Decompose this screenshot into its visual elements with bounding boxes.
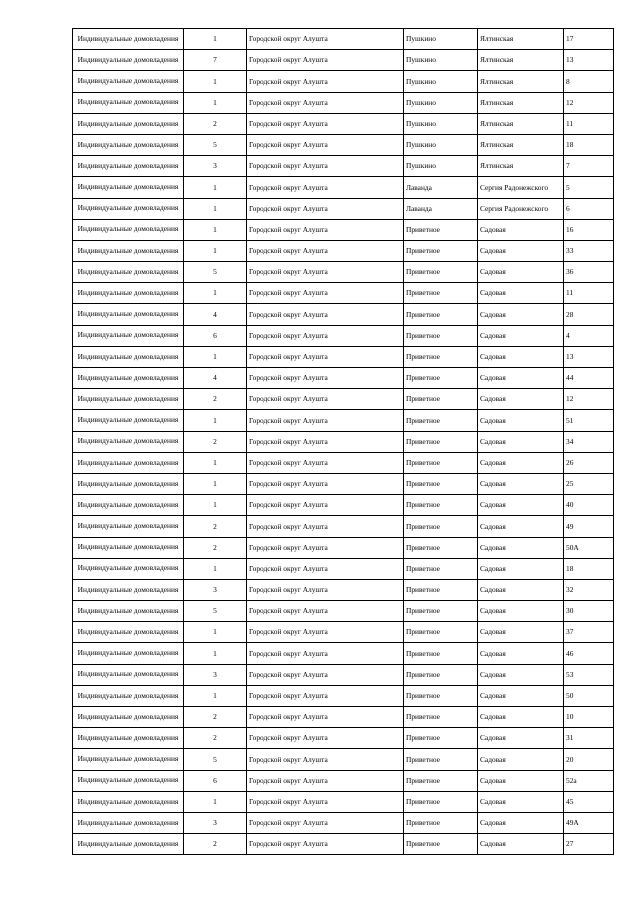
cell-district: Городской округ Алушта bbox=[247, 516, 404, 537]
table-row bbox=[73, 643, 614, 664]
table-row bbox=[73, 749, 614, 770]
cell-count: 1 bbox=[184, 71, 247, 92]
cell-house-number: 7 bbox=[564, 156, 614, 177]
cell-district: Городской округ Алушта bbox=[247, 473, 404, 494]
cell-street: Садовая bbox=[478, 516, 564, 537]
cell-settlement: Приветное bbox=[404, 325, 478, 346]
cell-property-type: Индивидуальные домовладения bbox=[73, 473, 184, 494]
table-row bbox=[73, 50, 614, 71]
table-row bbox=[73, 601, 614, 622]
cell-house-number: 12 bbox=[564, 92, 614, 113]
cell-settlement: Приветное bbox=[404, 516, 478, 537]
cell-district: Городской округ Алушта bbox=[247, 749, 404, 770]
cell-district: Городской округ Алушта bbox=[247, 156, 404, 177]
cell-count: 2 bbox=[184, 516, 247, 537]
cell-settlement: Приветное bbox=[404, 410, 478, 431]
cell-settlement: Приветное bbox=[404, 283, 478, 304]
table-row bbox=[73, 664, 614, 685]
cell-house-number: 5 bbox=[564, 177, 614, 198]
cell-house-number: 34 bbox=[564, 431, 614, 452]
cell-house-number: 50А bbox=[564, 537, 614, 558]
cell-property-type: Индивидуальные домовладения bbox=[73, 601, 184, 622]
cell-district: Городской округ Алушта bbox=[247, 834, 404, 855]
cell-property-type: Индивидуальные домовладения bbox=[73, 156, 184, 177]
cell-house-number: 37 bbox=[564, 622, 614, 643]
cell-settlement: Лаванда bbox=[404, 198, 478, 219]
cell-property-type: Индивидуальные домовладения bbox=[73, 92, 184, 113]
cell-settlement: Приветное bbox=[404, 346, 478, 367]
cell-house-number: 6 bbox=[564, 198, 614, 219]
table-row bbox=[73, 473, 614, 494]
cell-street: Ялтинская bbox=[478, 50, 564, 71]
cell-district: Городской округ Алушта bbox=[247, 304, 404, 325]
cell-house-number: 51 bbox=[564, 410, 614, 431]
table-body bbox=[73, 29, 614, 855]
cell-property-type: Индивидуальные домовладения bbox=[73, 346, 184, 367]
cell-street: Садовая bbox=[478, 685, 564, 706]
cell-house-number: 49 bbox=[564, 516, 614, 537]
cell-property-type: Индивидуальные домовладения bbox=[73, 262, 184, 283]
cell-settlement: Пушкино bbox=[404, 50, 478, 71]
table-row bbox=[73, 177, 614, 198]
cell-street: Садовая bbox=[478, 707, 564, 728]
cell-street: Садовая bbox=[478, 304, 564, 325]
cell-street: Садовая bbox=[478, 389, 564, 410]
cell-count: 1 bbox=[184, 643, 247, 664]
cell-street: Садовая bbox=[478, 834, 564, 855]
cell-district: Городской округ Алушта bbox=[247, 283, 404, 304]
table-row bbox=[73, 770, 614, 791]
cell-street: Садовая bbox=[478, 283, 564, 304]
cell-count: 2 bbox=[184, 431, 247, 452]
cell-settlement: Приветное bbox=[404, 664, 478, 685]
cell-settlement: Приветное bbox=[404, 622, 478, 643]
cell-count: 1 bbox=[184, 473, 247, 494]
cell-street: Садовая bbox=[478, 431, 564, 452]
cell-property-type: Индивидуальные домовладения bbox=[73, 219, 184, 240]
cell-property-type: Индивидуальные домовладения bbox=[73, 177, 184, 198]
cell-house-number: 40 bbox=[564, 495, 614, 516]
cell-street: Сергия Радонежского bbox=[478, 177, 564, 198]
cell-street: Ялтинская bbox=[478, 71, 564, 92]
cell-count: 1 bbox=[184, 177, 247, 198]
cell-street: Садовая bbox=[478, 812, 564, 833]
cell-count: 1 bbox=[184, 452, 247, 473]
cell-count: 1 bbox=[184, 198, 247, 219]
cell-count: 5 bbox=[184, 134, 247, 155]
cell-house-number: 16 bbox=[564, 219, 614, 240]
cell-house-number: 17 bbox=[564, 29, 614, 50]
cell-settlement: Приветное bbox=[404, 601, 478, 622]
cell-settlement: Пушкино bbox=[404, 113, 478, 134]
cell-count: 2 bbox=[184, 834, 247, 855]
cell-count: 6 bbox=[184, 325, 247, 346]
cell-street: Садовая bbox=[478, 622, 564, 643]
cell-property-type: Индивидуальные домовладения bbox=[73, 558, 184, 579]
cell-house-number: 32 bbox=[564, 579, 614, 600]
table-row bbox=[73, 579, 614, 600]
cell-property-type: Индивидуальные домовладения bbox=[73, 495, 184, 516]
cell-district: Городской округ Алушта bbox=[247, 113, 404, 134]
cell-count: 7 bbox=[184, 50, 247, 71]
table-row bbox=[73, 346, 614, 367]
cell-street: Садовая bbox=[478, 601, 564, 622]
cell-street: Ялтинская bbox=[478, 156, 564, 177]
table-row bbox=[73, 219, 614, 240]
cell-district: Городской округ Алушта bbox=[247, 219, 404, 240]
cell-settlement: Приветное bbox=[404, 770, 478, 791]
cell-street: Ялтинская bbox=[478, 113, 564, 134]
table-row bbox=[73, 452, 614, 473]
cell-house-number: 8 bbox=[564, 71, 614, 92]
cell-house-number: 11 bbox=[564, 283, 614, 304]
cell-house-number: 53 bbox=[564, 664, 614, 685]
cell-house-number: 49А bbox=[564, 812, 614, 833]
table-row bbox=[73, 791, 614, 812]
table-row bbox=[73, 495, 614, 516]
cell-property-type: Индивидуальные домовладения bbox=[73, 198, 184, 219]
cell-street: Ялтинская bbox=[478, 92, 564, 113]
cell-house-number: 20 bbox=[564, 749, 614, 770]
table-row bbox=[73, 368, 614, 389]
cell-property-type: Индивидуальные домовладения bbox=[73, 368, 184, 389]
cell-settlement: Приветное bbox=[404, 304, 478, 325]
cell-count: 3 bbox=[184, 156, 247, 177]
cell-property-type: Индивидуальные домовладения bbox=[73, 579, 184, 600]
cell-count: 2 bbox=[184, 728, 247, 749]
cell-settlement: Приветное bbox=[404, 368, 478, 389]
cell-district: Городской округ Алушта bbox=[247, 728, 404, 749]
cell-district: Городской округ Алушта bbox=[247, 325, 404, 346]
table-row bbox=[73, 622, 614, 643]
cell-count: 1 bbox=[184, 791, 247, 812]
cell-count: 3 bbox=[184, 812, 247, 833]
cell-count: 6 bbox=[184, 770, 247, 791]
cell-property-type: Индивидуальные домовладения bbox=[73, 728, 184, 749]
table-row bbox=[73, 834, 614, 855]
table-row bbox=[73, 304, 614, 325]
cell-house-number: 12 bbox=[564, 389, 614, 410]
cell-property-type: Индивидуальные домовладения bbox=[73, 134, 184, 155]
table-row bbox=[73, 812, 614, 833]
cell-street: Ялтинская bbox=[478, 29, 564, 50]
cell-district: Городской округ Алушта bbox=[247, 389, 404, 410]
cell-property-type: Индивидуальные домовладения bbox=[73, 685, 184, 706]
table-row bbox=[73, 240, 614, 261]
table-row bbox=[73, 389, 614, 410]
cell-count: 5 bbox=[184, 601, 247, 622]
cell-street: Садовая bbox=[478, 325, 564, 346]
cell-settlement: Приветное bbox=[404, 834, 478, 855]
cell-settlement: Пушкино bbox=[404, 29, 478, 50]
cell-house-number: 13 bbox=[564, 346, 614, 367]
cell-property-type: Индивидуальные домовладения bbox=[73, 643, 184, 664]
cell-district: Городской округ Алушта bbox=[247, 177, 404, 198]
cell-settlement: Пушкино bbox=[404, 92, 478, 113]
table-row bbox=[73, 156, 614, 177]
cell-settlement: Приветное bbox=[404, 643, 478, 664]
cell-property-type: Индивидуальные домовладения bbox=[73, 664, 184, 685]
cell-count: 3 bbox=[184, 579, 247, 600]
cell-street: Садовая bbox=[478, 728, 564, 749]
cell-settlement: Приветное bbox=[404, 791, 478, 812]
cell-count: 1 bbox=[184, 558, 247, 579]
cell-settlement: Приветное bbox=[404, 685, 478, 706]
table-row bbox=[73, 516, 614, 537]
cell-district: Городской округ Алушта bbox=[247, 262, 404, 283]
cell-house-number: 11 bbox=[564, 113, 614, 134]
table-row bbox=[73, 685, 614, 706]
cell-district: Городской округ Алушта bbox=[247, 495, 404, 516]
cell-street: Садовая bbox=[478, 770, 564, 791]
table-row bbox=[73, 558, 614, 579]
cell-house-number: 46 bbox=[564, 643, 614, 664]
table-row bbox=[73, 71, 614, 92]
cell-count: 1 bbox=[184, 92, 247, 113]
cell-settlement: Приветное bbox=[404, 537, 478, 558]
table-row bbox=[73, 113, 614, 134]
table-row bbox=[73, 410, 614, 431]
cell-property-type: Индивидуальные домовладения bbox=[73, 770, 184, 791]
cell-street: Садовая bbox=[478, 664, 564, 685]
cell-street: Садовая bbox=[478, 368, 564, 389]
cell-count: 3 bbox=[184, 664, 247, 685]
cell-count: 2 bbox=[184, 707, 247, 728]
cell-property-type: Индивидуальные домовладения bbox=[73, 410, 184, 431]
cell-district: Городской округ Алушта bbox=[247, 812, 404, 833]
cell-house-number: 28 bbox=[564, 304, 614, 325]
cell-house-number: 44 bbox=[564, 368, 614, 389]
table-row bbox=[73, 198, 614, 219]
cell-street: Садовая bbox=[478, 537, 564, 558]
cell-house-number: 33 bbox=[564, 240, 614, 261]
cell-count: 5 bbox=[184, 262, 247, 283]
cell-house-number: 45 bbox=[564, 791, 614, 812]
cell-count: 1 bbox=[184, 29, 247, 50]
cell-property-type: Индивидуальные домовладения bbox=[73, 749, 184, 770]
cell-count: 1 bbox=[184, 283, 247, 304]
cell-house-number: 50 bbox=[564, 685, 614, 706]
cell-settlement: Приветное bbox=[404, 219, 478, 240]
cell-district: Городской округ Алушта bbox=[247, 452, 404, 473]
cell-settlement: Приветное bbox=[404, 558, 478, 579]
cell-property-type: Индивидуальные домовладения bbox=[73, 516, 184, 537]
table-row bbox=[73, 707, 614, 728]
table-row bbox=[73, 431, 614, 452]
cell-district: Городской округ Алушта bbox=[247, 410, 404, 431]
cell-settlement: Приветное bbox=[404, 431, 478, 452]
cell-house-number: 10 bbox=[564, 707, 614, 728]
cell-settlement: Приветное bbox=[404, 452, 478, 473]
cell-count: 1 bbox=[184, 346, 247, 367]
table-row bbox=[73, 29, 614, 50]
cell-settlement: Приветное bbox=[404, 579, 478, 600]
cell-property-type: Индивидуальные домовладения bbox=[73, 240, 184, 261]
cell-count: 4 bbox=[184, 368, 247, 389]
cell-district: Городской округ Алушта bbox=[247, 770, 404, 791]
cell-property-type: Индивидуальные домовладения bbox=[73, 707, 184, 728]
cell-district: Городской округ Алушта bbox=[247, 791, 404, 812]
cell-house-number: 31 bbox=[564, 728, 614, 749]
cell-house-number: 30 bbox=[564, 601, 614, 622]
table-row bbox=[73, 325, 614, 346]
cell-house-number: 26 bbox=[564, 452, 614, 473]
cell-settlement: Пушкино bbox=[404, 156, 478, 177]
cell-property-type: Индивидуальные домовладения bbox=[73, 304, 184, 325]
cell-street: Садовая bbox=[478, 262, 564, 283]
cell-house-number: 36 bbox=[564, 262, 614, 283]
cell-district: Городской округ Алушта bbox=[247, 368, 404, 389]
cell-street: Сергия Радонежского bbox=[478, 198, 564, 219]
cell-district: Городской округ Алушта bbox=[247, 134, 404, 155]
cell-property-type: Индивидуальные домовладения bbox=[73, 283, 184, 304]
cell-street: Садовая bbox=[478, 473, 564, 494]
cell-district: Городской округ Алушта bbox=[247, 92, 404, 113]
cell-district: Городской округ Алушта bbox=[247, 601, 404, 622]
table-row bbox=[73, 728, 614, 749]
cell-property-type: Индивидуальные домовладения bbox=[73, 29, 184, 50]
cell-street: Садовая bbox=[478, 410, 564, 431]
table-row bbox=[73, 262, 614, 283]
cell-property-type: Индивидуальные домовладения bbox=[73, 791, 184, 812]
cell-count: 2 bbox=[184, 389, 247, 410]
cell-house-number: 18 bbox=[564, 134, 614, 155]
table-row bbox=[73, 134, 614, 155]
cell-count: 1 bbox=[184, 622, 247, 643]
cell-house-number: 4 bbox=[564, 325, 614, 346]
cell-count: 1 bbox=[184, 219, 247, 240]
cell-count: 1 bbox=[184, 240, 247, 261]
cell-settlement: Приветное bbox=[404, 812, 478, 833]
cell-count: 1 bbox=[184, 495, 247, 516]
cell-house-number: 27 bbox=[564, 834, 614, 855]
cell-house-number: 52а bbox=[564, 770, 614, 791]
cell-settlement: Приветное bbox=[404, 728, 478, 749]
cell-property-type: Индивидуальные домовладения bbox=[73, 71, 184, 92]
cell-settlement: Приветное bbox=[404, 749, 478, 770]
cell-property-type: Индивидуальные домовладения bbox=[73, 622, 184, 643]
cell-street: Садовая bbox=[478, 558, 564, 579]
cell-street: Садовая bbox=[478, 219, 564, 240]
cell-district: Городской округ Алушта bbox=[247, 346, 404, 367]
cell-property-type: Индивидуальные домовладения bbox=[73, 537, 184, 558]
cell-settlement: Приветное bbox=[404, 707, 478, 728]
cell-street: Садовая bbox=[478, 452, 564, 473]
cell-property-type: Индивидуальные домовладения bbox=[73, 812, 184, 833]
cell-count: 2 bbox=[184, 113, 247, 134]
cell-property-type: Индивидуальные домовладения bbox=[73, 325, 184, 346]
cell-count: 1 bbox=[184, 685, 247, 706]
cell-settlement: Приветное bbox=[404, 262, 478, 283]
cell-district: Городской округ Алушта bbox=[247, 707, 404, 728]
cell-settlement: Лаванда bbox=[404, 177, 478, 198]
cell-district: Городской округ Алушта bbox=[247, 685, 404, 706]
cell-street: Садовая bbox=[478, 579, 564, 600]
cell-district: Городской округ Алушта bbox=[247, 198, 404, 219]
cell-district: Городской округ Алушта bbox=[247, 29, 404, 50]
cell-street: Садовая bbox=[478, 346, 564, 367]
cell-district: Городской округ Алушта bbox=[247, 240, 404, 261]
cell-district: Городской округ Алушта bbox=[247, 71, 404, 92]
cell-district: Городской округ Алушта bbox=[247, 579, 404, 600]
cell-property-type: Индивидуальные домовладения bbox=[73, 50, 184, 71]
cell-district: Городской округ Алушта bbox=[247, 622, 404, 643]
cell-settlement: Приветное bbox=[404, 389, 478, 410]
cell-property-type: Индивидуальные домовладения bbox=[73, 431, 184, 452]
cell-count: 2 bbox=[184, 537, 247, 558]
cell-street: Садовая bbox=[478, 240, 564, 261]
table-row bbox=[73, 283, 614, 304]
cell-house-number: 25 bbox=[564, 473, 614, 494]
cell-count: 4 bbox=[184, 304, 247, 325]
cell-settlement: Пушкино bbox=[404, 134, 478, 155]
cell-settlement: Пушкино bbox=[404, 71, 478, 92]
cell-district: Городской округ Алушта bbox=[247, 643, 404, 664]
cell-street: Садовая bbox=[478, 791, 564, 812]
cell-property-type: Индивидуальные домовладения bbox=[73, 389, 184, 410]
table-row bbox=[73, 92, 614, 113]
cell-property-type: Индивидуальные домовладения bbox=[73, 452, 184, 473]
cell-property-type: Индивидуальные домовладения bbox=[73, 834, 184, 855]
cell-district: Городской округ Алушта bbox=[247, 537, 404, 558]
cell-street: Ялтинская bbox=[478, 134, 564, 155]
cell-property-type: Индивидуальные домовладения bbox=[73, 113, 184, 134]
table-row bbox=[73, 537, 614, 558]
cell-street: Садовая bbox=[478, 749, 564, 770]
households-table bbox=[72, 28, 614, 855]
cell-street: Садовая bbox=[478, 643, 564, 664]
cell-district: Городской округ Алушта bbox=[247, 431, 404, 452]
cell-district: Городской округ Алушта bbox=[247, 50, 404, 71]
cell-settlement: Приветное bbox=[404, 495, 478, 516]
cell-house-number: 13 bbox=[564, 50, 614, 71]
cell-house-number: 18 bbox=[564, 558, 614, 579]
cell-count: 5 bbox=[184, 749, 247, 770]
cell-count: 1 bbox=[184, 410, 247, 431]
cell-settlement: Приветное bbox=[404, 240, 478, 261]
cell-settlement: Приветное bbox=[404, 473, 478, 494]
cell-district: Городской округ Алушта bbox=[247, 664, 404, 685]
cell-district: Городской округ Алушта bbox=[247, 558, 404, 579]
cell-street: Садовая bbox=[478, 495, 564, 516]
